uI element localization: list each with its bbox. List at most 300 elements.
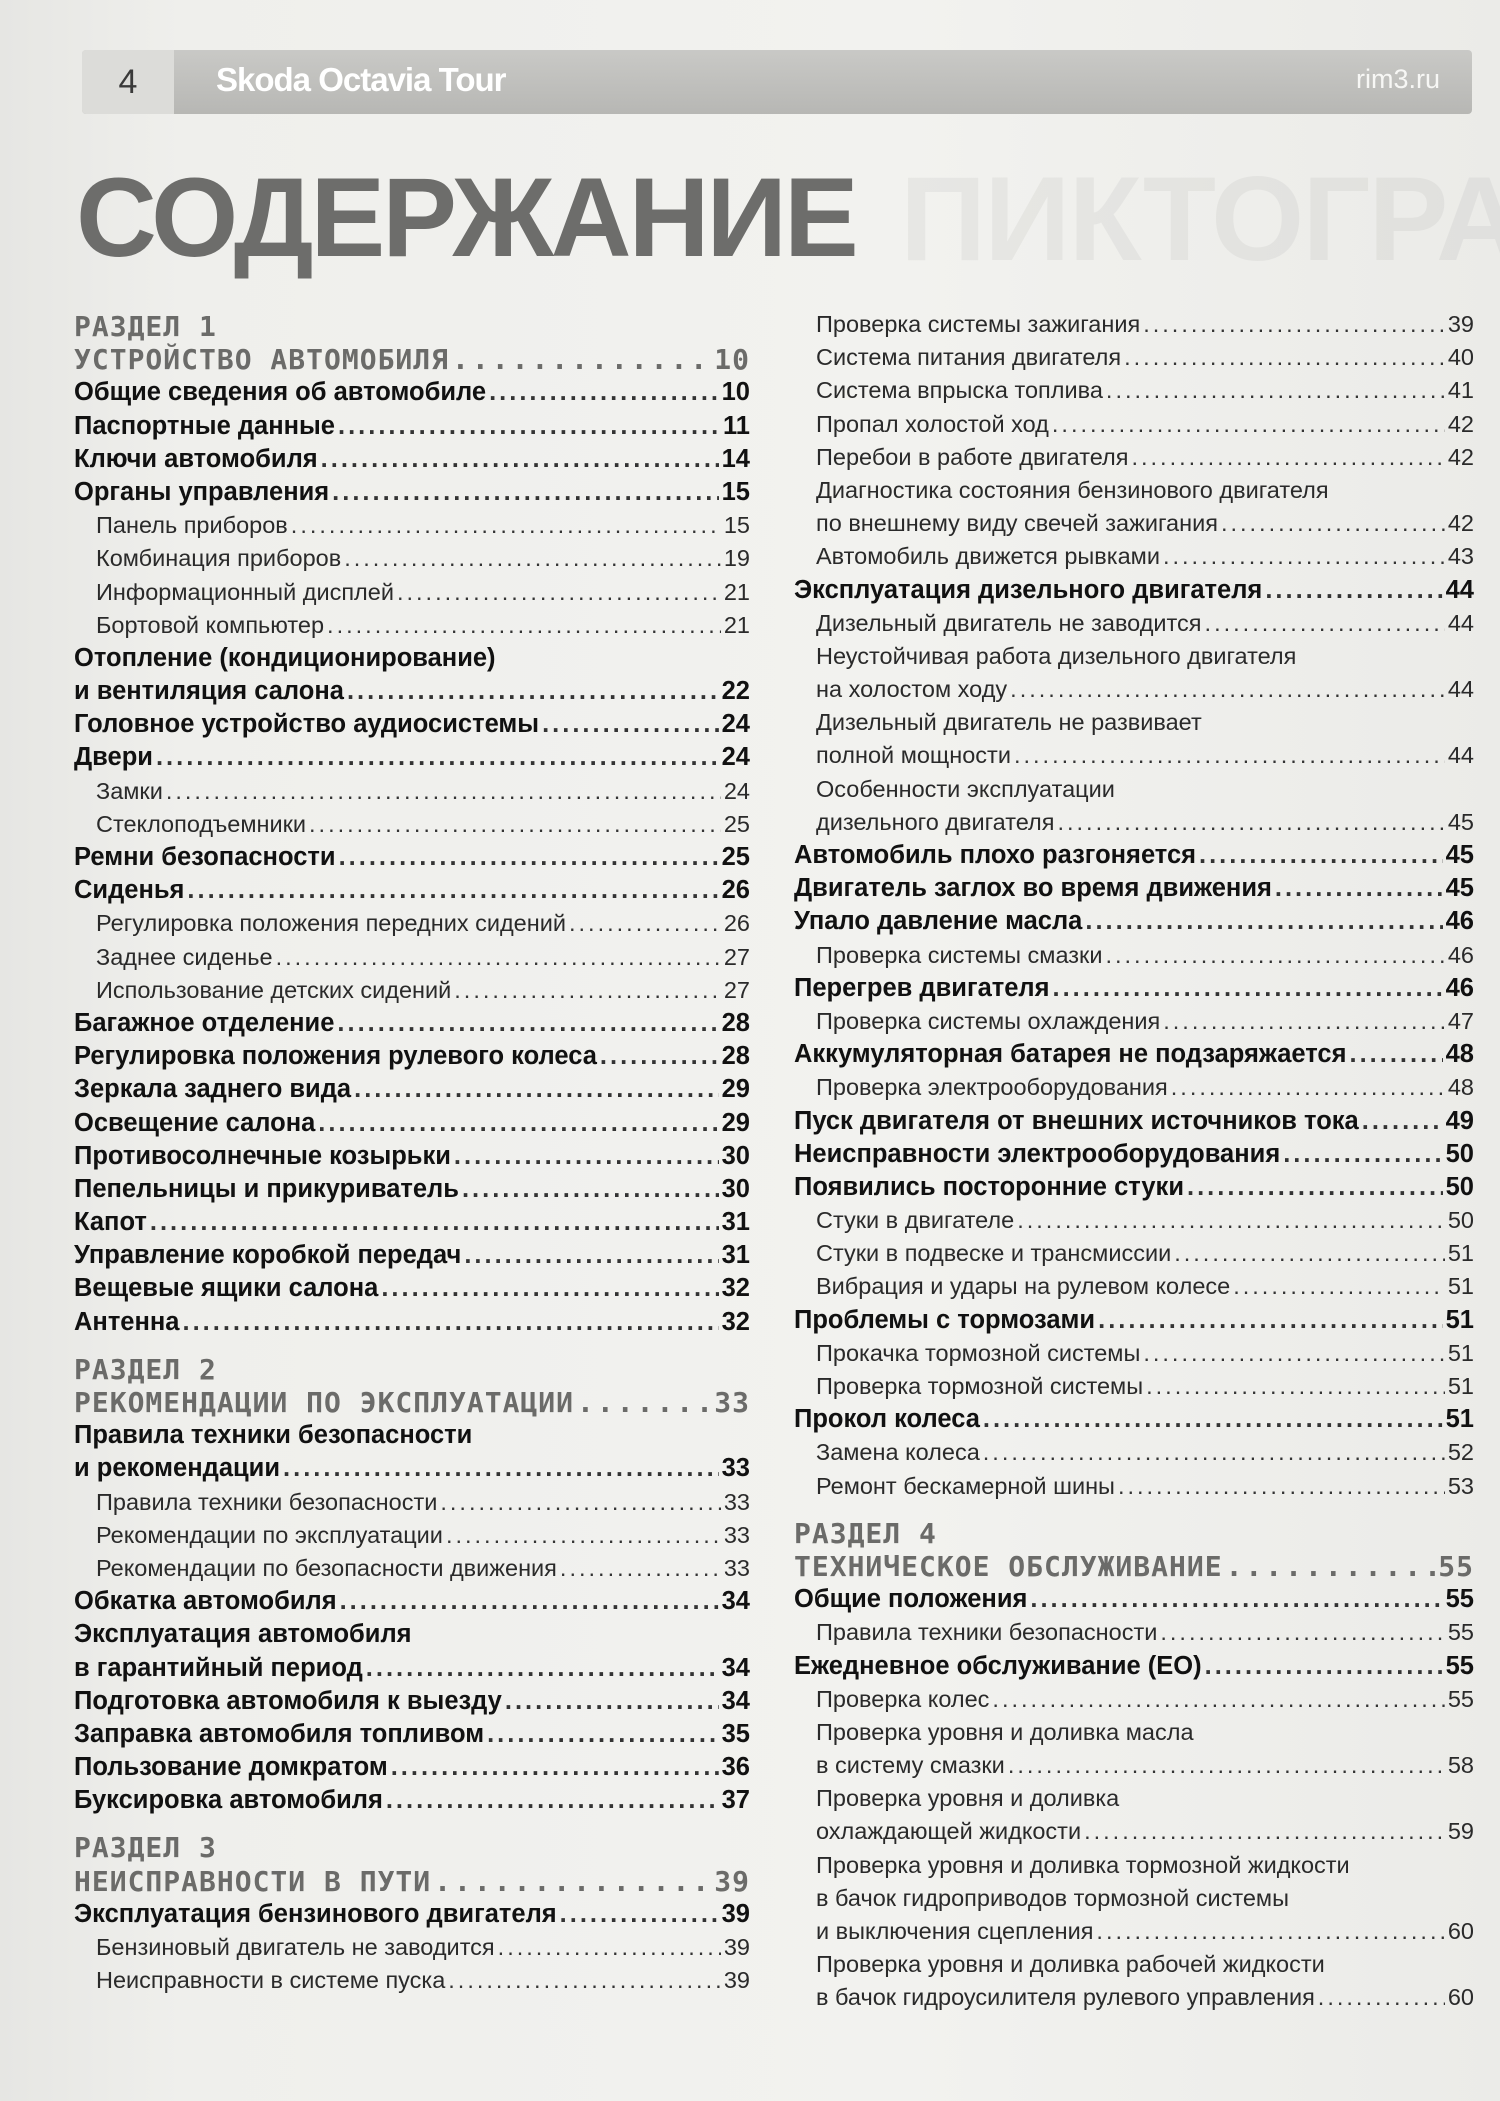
toc-entry-label: Использование детских сидений [96,976,452,1003]
dot-leader [983,1403,1443,1436]
toc-entry-sub[interactable] [794,1470,1474,1503]
toc-entry-page: 33 [723,1521,750,1548]
dot-leader [505,1685,719,1718]
toc-entry-main[interactable] [794,872,1474,905]
toc-entry-page: 50 [1445,1139,1474,1168]
dot-leader [327,609,721,642]
toc-entry-label: Заднее сиденье [96,943,273,970]
toc-entry-main[interactable] [74,1073,750,1106]
toc-entry-label: Проверка уровня и доливка масла [816,1718,1194,1745]
toc-entry-page: 30 [721,1174,750,1203]
toc-entry-sub[interactable] [74,974,750,1007]
toc-entry-sub[interactable] [74,1552,750,1585]
dot-leader [983,1436,1445,1469]
toc-entry-page: 43 [1447,543,1474,570]
toc-entry-main[interactable] [74,1007,750,1040]
toc-entry-sub[interactable] [794,1981,1474,2014]
toc-entry-main[interactable] [74,1040,750,1073]
toc-entry-section-title[interactable] [794,1550,1474,1583]
toc-entry-page: 30 [721,1141,750,1170]
toc-entry-page: 37 [721,1786,750,1815]
toc-entry-main[interactable] [794,1650,1474,1683]
toc-entry-label: Диагностика состояния бензинового двигателя [816,476,1329,503]
toc-entry-label: Проблемы с тормозами [794,1305,1096,1334]
toc-entry-label: Противосолнечные козырьки [74,1141,451,1170]
toc-entry-page: 51 [1447,1373,1474,1399]
toc-entry-page: 33 [723,1554,750,1581]
dot-leader [464,1239,718,1272]
toc-entry-label: Стуки в двигателе [816,1207,1015,1234]
toc-entry-label: дизельного двигателя [816,808,1055,835]
toc-entry-label: Вещевые ящики салона [74,1274,379,1303]
toc-entry-main[interactable] [74,1206,750,1239]
toc-entry-main[interactable] [74,1306,750,1339]
toc-entry-label: в бачок гидроусилителя рулевого управления [816,1984,1315,2011]
toc-entry-main[interactable] [794,839,1474,872]
toc-entry-main[interactable] [794,905,1474,938]
toc-entry-label: НЕИСПРАВНОСТИ В ПУТИ [74,1864,432,1898]
toc-entry-label: Обкатка автомобиля [74,1587,337,1616]
toc-entry-page: 25 [721,843,750,871]
book-title: Skoda Octavia Tour [216,61,506,98]
toc-entry-label: Проверка уровня и доливка рабочей жидкости [816,1951,1325,1978]
toc-entry-main[interactable] [74,376,750,409]
toc-entry-page: 41 [1447,377,1474,404]
toc-entry-page: 19 [723,545,750,572]
toc-entry-sub [794,640,1474,673]
dot-leader [1283,1138,1442,1171]
toc-entry-label: Проверка системы смазки [816,941,1103,968]
toc-entry-main[interactable] [794,1138,1474,1171]
toc-entry-page: 33 [714,1386,750,1419]
toc-entry-label: Информационный дисплей [96,578,394,605]
dot-leader [1163,1005,1445,1038]
toc-entry-sub[interactable] [794,739,1474,772]
toc-entry-sub[interactable] [794,1683,1474,1716]
toc-entry-page: 42 [1447,510,1474,537]
toc-entry-label: Общие сведения об автомобиле [74,378,487,407]
toc-entry-label: Рекомендации по эксплуатации [96,1521,443,1548]
toc-entry-sub[interactable] [794,1270,1474,1303]
toc-entry-sub[interactable] [794,374,1474,407]
toc-entry-main[interactable] [74,1452,750,1485]
toc-entry-main[interactable] [74,1272,750,1305]
toc-entry-sub[interactable] [794,507,1474,540]
toc-entry-label: Органы управления [74,477,330,506]
toc-entry-main[interactable] [74,1898,750,1931]
dot-leader [337,1007,718,1040]
toc-entry-main[interactable] [74,1173,750,1206]
toc-entry-sub[interactable] [794,540,1474,573]
dot-leader [452,343,711,376]
toc-entry-page: 27 [723,943,750,970]
dot-leader [560,1898,719,1931]
toc-entry-label: РАЗДЕЛ 2 [74,1352,217,1386]
toc-entry-page: 46 [1445,973,1474,1002]
toc-entry-sub [794,1849,1474,1882]
toc-entry-page: 55 [1447,1619,1474,1646]
toc-entry-main[interactable] [74,841,750,874]
toc-entry-label: Пуск двигателя от внешних источников тока [794,1106,1359,1135]
toc-entry-main[interactable] [74,476,750,509]
dot-leader [448,1964,721,1997]
toc-entry-sub[interactable] [794,1436,1474,1469]
toc-entry-page: 60 [1447,1918,1474,1944]
toc-entry-main[interactable] [794,1171,1474,1204]
dot-leader [150,1206,719,1239]
toc-entry-label: Эксплуатация дизельного двигателя [794,575,1263,604]
toc-entry-label: Проверка системы охлаждения [816,1007,1161,1034]
toc-entry-sub[interactable] [74,907,750,940]
dot-leader [166,775,721,808]
page-number: 4 [82,50,174,114]
dot-leader [1205,607,1445,640]
dot-leader [454,974,721,1007]
toc-entry-label: на холостом ходу [816,676,1008,703]
section-gap [794,1503,1474,1517]
toc-entry-page: 44 [1445,575,1474,604]
toc-entry-sub[interactable] [794,1204,1474,1237]
toc-entry-main[interactable] [794,574,1474,607]
toc-entry-page: 32 [721,1307,750,1336]
toc-entry-page: 48 [1445,1040,1474,1069]
dot-leader [1174,1237,1445,1270]
dot-leader [1118,1470,1445,1503]
toc-entry-sub[interactable] [794,1071,1474,1104]
dot-leader [1205,1650,1443,1683]
bleed-through-text [900,150,1500,288]
toc-entry-label: Стуки в подвеске и трансмиссии [816,1240,1172,1267]
toc-entry-sub[interactable] [74,775,750,808]
toc-entry-label: Аккумуляторная батарея не подзаряжается [794,1040,1347,1069]
toc-entry-main[interactable] [74,1718,750,1751]
toc-entry-main[interactable] [74,675,750,708]
toc-entry-main[interactable] [794,1038,1474,1071]
toc-entry-label: Замки [96,777,163,804]
toc-right-column [794,308,1474,2015]
dot-leader [276,941,721,974]
dot-leader [283,1452,719,1485]
toc-entry-sub [794,474,1474,507]
dot-leader [1053,972,1443,1005]
dot-leader [1226,1550,1436,1583]
toc-entry-page: 36 [721,1753,750,1782]
toc-entry-label: Проверка тормозной системы [816,1373,1144,1399]
toc-entry-sub[interactable] [74,576,750,609]
toc-entry-page: 24 [723,777,750,804]
toc-entry-label: РЕКОМЕНДАЦИИ ПО ЭКСПЛУАТАЦИИ [74,1386,575,1419]
toc-entry-page: 11 [723,411,750,440]
dot-leader [1221,507,1445,540]
toc-entry-main[interactable] [794,1403,1474,1436]
toc-entry-label: Замена колеса [816,1439,980,1466]
toc-entry-main[interactable] [794,1304,1474,1337]
toc-entry-page: 52 [1447,1439,1474,1466]
toc-entry-sub[interactable] [794,1005,1474,1038]
toc-entry-page: 26 [723,910,750,937]
toc-entry-sub[interactable] [794,1915,1474,1948]
toc-entry-sub[interactable] [794,308,1474,341]
toc-entry-sub[interactable] [74,542,750,575]
toc-entry-label: Правила техники безопасности [74,1421,473,1450]
toc-entry-sub [794,1716,1474,1749]
toc-entry-page: 40 [1447,344,1474,371]
toc-entry-main[interactable] [794,1105,1474,1138]
toc-entry-sub[interactable] [794,607,1474,640]
toc-entry-page: 55 [1438,1549,1474,1583]
toc-entry-page: 60 [1447,1984,1474,2011]
dot-leader [318,1107,718,1140]
toc-entry-label: Комбинация приборов [96,545,342,572]
toc-entry-page: 44 [1447,609,1474,636]
toc-entry-label: Правила техники безопасности [96,1488,438,1515]
toc-entry-label: Ремонт бескамерной шины [816,1472,1115,1499]
toc-entry-page: 10 [721,378,750,407]
toc-entry-sub[interactable] [794,1815,1474,1848]
dot-leader [1171,1071,1445,1104]
toc-entry-sub[interactable] [74,1964,750,1997]
dot-leader [1143,1337,1445,1370]
toc-entry-label: полной мощности [816,742,1011,769]
toc-entry-main[interactable] [74,410,750,443]
toc-entry-page: 39 [721,1899,750,1928]
toc-entry-label: Общие положения [794,1585,1028,1614]
toc-entry-label: Панель приборов [96,512,288,539]
toc-entry-page: 58 [1447,1752,1474,1779]
dot-leader [344,542,721,575]
toc-entry-label: Проверка электрооборудования [816,1074,1168,1101]
toc-entry-page: 26 [721,876,750,905]
toc-entry-label: охлаждающей жидкости [816,1818,1082,1845]
toc-entry-sub[interactable] [794,341,1474,374]
toc-entry-sub[interactable] [74,609,750,642]
dot-leader [339,841,719,874]
dot-leader [1187,1171,1443,1204]
dot-leader [1084,1815,1445,1848]
toc-entry-label: Дизельный двигатель не развивает [816,709,1202,736]
toc-entry-page: 45 [1447,808,1474,835]
toc-entry-sub[interactable] [74,1931,750,1964]
toc-entry-page: 39 [1447,311,1474,337]
dot-leader [1030,1583,1442,1616]
toc-entry-sub[interactable] [74,1486,750,1519]
toc-entry-label: Паспортные данные [74,411,335,440]
toc-entry-page: 34 [721,1653,750,1682]
toc-entry-page: 10 [714,343,750,377]
section-gap [74,1817,750,1831]
toc-entry-sub[interactable] [794,673,1474,706]
toc-entry-label: Пользование домкратом [74,1753,388,1782]
toc-entry-sub[interactable] [794,806,1474,839]
toc-entry-label: Появились посторонние стуки [794,1172,1184,1201]
toc-entry-page: 28 [721,1042,750,1071]
toc-entry-page: 51 [1447,1240,1474,1267]
toc-entry-section-title[interactable] [74,1386,750,1419]
dot-leader [338,410,720,443]
dot-leader [1106,374,1445,407]
toc-entry-sub[interactable] [74,509,750,542]
toc-entry-label: Система питания двигателя [816,344,1122,371]
toc-entry-sub[interactable] [794,1616,1474,1649]
dot-leader [291,509,721,542]
dot-leader [1010,673,1445,706]
toc-entry-label: Антенна [74,1307,180,1336]
toc-entry-page: 25 [723,810,750,837]
toc-entry-page: 39 [723,1967,750,1994]
toc-entry-label: Головное устройство аудиосистемы [74,710,540,739]
toc-entry-label: Проверка системы зажигания [816,311,1141,337]
toc-entry-label: Отопление (кондиционирование) [74,643,496,672]
toc-entry-main[interactable] [74,1239,750,1272]
toc-entry-page: 15 [723,512,750,539]
toc-entry-sub[interactable] [74,808,750,841]
dot-leader [1008,1749,1445,1782]
toc-entry-label: Ремни безопасности [74,843,336,871]
dot-leader [1096,1915,1444,1948]
toc-entry-sub[interactable] [74,941,750,974]
site-label: rim3.ru [1355,64,1440,94]
toc-entry-main[interactable] [74,741,750,774]
toc-entry-main[interactable] [74,1751,750,1784]
toc-entry-sub[interactable] [794,1237,1474,1270]
toc-entry-label: РАЗДЕЛ 1 [74,310,217,343]
toc-entry-main[interactable] [74,443,750,476]
toc-entry-page: 50 [1445,1172,1474,1201]
toc-entry-page: 42 [1447,443,1474,470]
toc-entry-page: 34 [721,1686,750,1715]
dot-leader [487,1718,719,1751]
dot-leader [498,1931,721,1964]
dot-leader [366,1652,719,1685]
toc-entry-label: Стеклоподъемники [96,810,307,837]
toc-entry-label: Дизельный двигатель не заводится [816,609,1202,636]
toc-entry-sub[interactable] [794,1337,1474,1370]
toc-entry-main[interactable] [74,1585,750,1618]
toc-entry-label: Регулировка положения рулевого колеса [74,1042,597,1071]
toc-entry-main[interactable] [74,1784,750,1817]
toc-entry-section-title[interactable] [74,343,750,376]
dot-leader [1052,408,1445,441]
dot-leader [600,1040,719,1073]
toc-entry-page: 45 [1445,874,1474,903]
dot-leader [386,1784,719,1817]
toc-entry-label: Ключи автомобиля [74,444,318,473]
dot-leader [182,1306,718,1339]
toc-entry-page: 51 [1447,1273,1474,1300]
toc-entry-page: 46 [1445,907,1474,936]
dot-leader [1362,1105,1443,1138]
toc-entry-section-title[interactable] [74,1865,750,1898]
toc-entry-label: Неисправности в системе пуска [96,1967,446,1994]
toc-entry-page: 35 [721,1719,750,1748]
toc-entry-section-num [74,1831,750,1864]
toc-entry-label: Вибрация и удары на рулевом колесе [816,1273,1231,1300]
dot-leader [391,1751,719,1784]
toc-entry-sub[interactable] [794,441,1474,474]
toc-entry-main[interactable] [74,1685,750,1718]
toc-entry-label: Заправка автомобиля топливом [74,1719,485,1748]
toc-entry-page: 59 [1447,1818,1474,1845]
toc-entry-label: УСТРОЙСТВО АВТОМОБИЛЯ [74,343,450,377]
toc-entry-sub[interactable] [794,1370,1474,1403]
dot-leader [1014,739,1445,772]
toc-entry-main[interactable] [74,708,750,741]
toc-entry-page: 33 [721,1454,750,1483]
toc-entry-main [74,642,750,675]
toc-entry-label: Упало давление масла [794,907,1083,936]
toc-entry-main[interactable] [74,874,750,907]
toc-entry-label: в гарантийный период [74,1653,363,1682]
toc-entry-page: 32 [721,1274,750,1303]
dot-leader [1131,441,1444,474]
toc-entry-label: РАЗДЕЛ 4 [794,1516,937,1550]
toc-entry-label: РАЗДЕЛ 3 [74,1831,217,1865]
toc-entry-page: 55 [1445,1585,1474,1614]
toc-entry-page: 22 [721,677,750,706]
toc-entry-sub[interactable] [794,408,1474,441]
toc-entry-label: Рекомендации по безопасности движения [96,1554,557,1581]
toc-entry-main[interactable] [74,1652,750,1685]
dot-leader [542,708,719,741]
toc-entry-page: 55 [1447,1685,1474,1712]
toc-entry-page: 39 [714,1864,750,1898]
toc-entry-page: 39 [723,1934,750,1960]
toc-entry-main[interactable] [794,972,1474,1005]
toc-entry-label: Освещение салона [74,1108,316,1137]
dot-leader [434,1865,711,1898]
toc-entry-label: Проверка колес [816,1685,990,1712]
toc-entry-sub [794,1782,1474,1815]
toc-entry-label: Проверка уровня и доливка [816,1785,1120,1812]
toc-entry-label: Подготовка автомобиля к выезду [74,1686,502,1715]
toc-entry-sub [794,1882,1474,1915]
toc-entry-main[interactable] [74,1107,750,1140]
toc-left-column [74,310,750,1997]
dot-leader [1057,806,1444,839]
toc-entry-label: Двери [74,743,153,772]
toc-entry-label: Управление коробкой передач [74,1241,462,1270]
dot-leader [569,907,721,940]
toc-entry-page: 24 [721,710,750,739]
dot-leader [381,1272,718,1305]
toc-entry-label: Эксплуатация бензинового двигателя [74,1899,557,1928]
dot-leader [1085,905,1442,938]
toc-entry-section-num [74,310,750,343]
toc-entry-label: Пепельницы и прикуриватель [74,1174,459,1203]
dot-leader [397,576,721,609]
toc-entry-main[interactable] [794,1583,1474,1616]
dot-leader [321,443,719,476]
toc-entry-label: Капот [74,1208,147,1237]
toc-entry-page: 47 [1447,1007,1474,1034]
toc-entry-page: 31 [721,1208,750,1237]
dot-leader [1275,872,1443,905]
toc-entry-page: 51 [1447,1339,1474,1366]
toc-entry-label: Прокачка тормозной системы [816,1339,1141,1366]
toc-entry-main[interactable] [74,1140,750,1173]
toc-entry-page: 50 [1447,1207,1474,1234]
toc-entry-label: Автомобиль движется рывками [816,543,1160,570]
toc-entry-sub[interactable] [794,1749,1474,1782]
dot-leader [156,741,719,774]
toc-entry-sub[interactable] [794,939,1474,972]
toc-entry-label: ТЕХНИЧЕСКОЕ ОБСЛУЖИВАНИЕ [794,1549,1223,1583]
toc-entry-page: 27 [723,976,750,1003]
toc-entry-label: и выключения сцепления [816,1918,1094,1944]
dot-leader [187,874,718,907]
toc-entry-sub[interactable] [74,1519,750,1552]
toc-entry-label: Ежедневное обслуживание (ЕО) [794,1651,1202,1680]
